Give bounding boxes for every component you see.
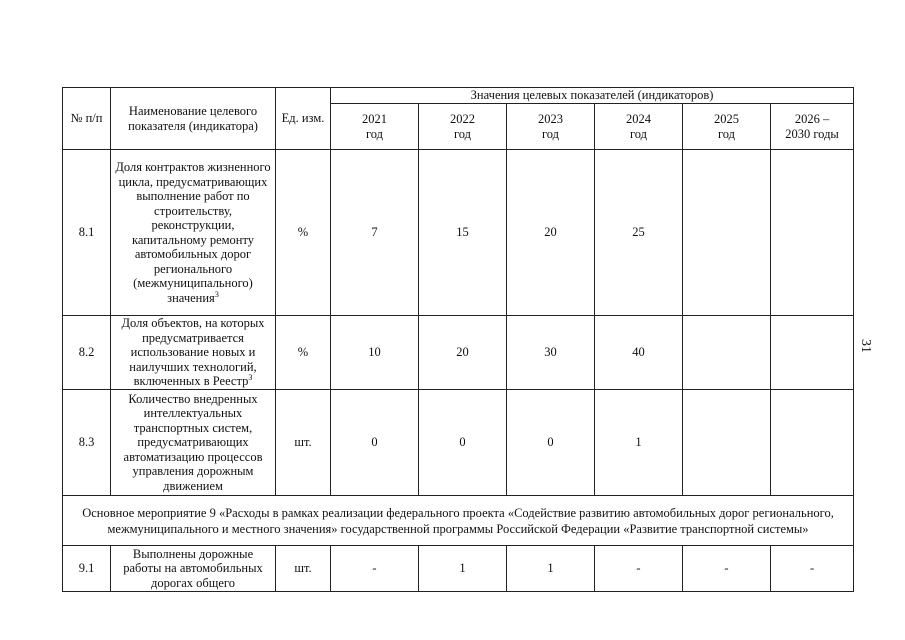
row-name: Количество внедренных интеллектуальных транспортных систем, предусматривающих автоматизацию процессов управления дорожным движением <box>111 390 276 496</box>
table-row <box>63 316 854 390</box>
row-value: 1 <box>507 546 595 592</box>
row-value: - <box>595 546 683 592</box>
row-num: 8.1 <box>63 150 111 316</box>
row-value: 0 <box>419 390 507 496</box>
row-value <box>683 150 771 316</box>
section-heading: Основное мероприятие 9 «Расходы в рамках реализации федерального проекта «Содействие развитию автомобильных дорог регионального, межмуниципального и местного значения» государственной программы Российской Федерации «Развитие транспортной системы» <box>63 496 854 546</box>
row-value: 7 <box>331 150 419 316</box>
header-year: 2021 год <box>331 104 419 150</box>
row-value: 1 <box>595 390 683 496</box>
row-value: 0 <box>331 390 419 496</box>
footnote-mark: 3 <box>248 373 253 383</box>
row-value: - <box>683 546 771 592</box>
row-unit: % <box>276 150 331 316</box>
header-year: 2023 год <box>507 104 595 150</box>
row-value: 15 <box>419 150 507 316</box>
row-num: 8.2 <box>63 316 111 390</box>
table-row <box>63 150 854 316</box>
row-value: - <box>771 546 854 592</box>
row-value: 30 <box>507 316 595 390</box>
header-year: 2024 год <box>595 104 683 150</box>
row-value: 25 <box>595 150 683 316</box>
header-year: 2025 год <box>683 104 771 150</box>
page-number: 31 <box>858 339 873 353</box>
row-value: 1 <box>419 546 507 592</box>
row-value: 20 <box>507 150 595 316</box>
header-name: Наименование целевого показателя (индикатора) <box>111 88 276 150</box>
header-year: 2026 – 2030 годы <box>771 104 854 150</box>
header-year: 2022 год <box>419 104 507 150</box>
row-unit: % <box>276 316 331 390</box>
row-value <box>771 390 854 496</box>
row-unit: шт. <box>276 390 331 496</box>
row-value: 0 <box>507 390 595 496</box>
footnote-mark: 3 <box>214 289 219 299</box>
row-name: Выполнены дорожные работы на автомобильных дорогах общего <box>111 546 276 592</box>
header-num: № п/п <box>63 88 111 150</box>
row-unit: шт. <box>276 546 331 592</box>
row-value <box>771 150 854 316</box>
row-num: 8.3 <box>63 390 111 496</box>
indicators-table <box>62 87 854 592</box>
row-value: - <box>331 546 419 592</box>
table-row <box>63 390 854 496</box>
row-value <box>683 390 771 496</box>
header-values-group: Значения целевых показателей (индикаторов) <box>331 88 854 104</box>
row-value <box>771 316 854 390</box>
row-value <box>683 316 771 390</box>
row-name: Доля контрактов жизненного цикла, предусматривающих выполнение работ по строительству, реконструкции, капитальному ремонту автомобильных дорог регионального (межмуниципального) значения$^3$ <box>111 150 276 316</box>
table-row <box>63 546 854 592</box>
row-value: 10 <box>331 316 419 390</box>
row-num: 9.1 <box>63 546 111 592</box>
row-name: Доля объектов, на которых предусматривается использование новых и наилучших технологий, включенных в Реестр$^3$ <box>111 316 276 390</box>
row-value: 20 <box>419 316 507 390</box>
row-value: 40 <box>595 316 683 390</box>
header-unit: Ед. изм. <box>276 88 331 150</box>
